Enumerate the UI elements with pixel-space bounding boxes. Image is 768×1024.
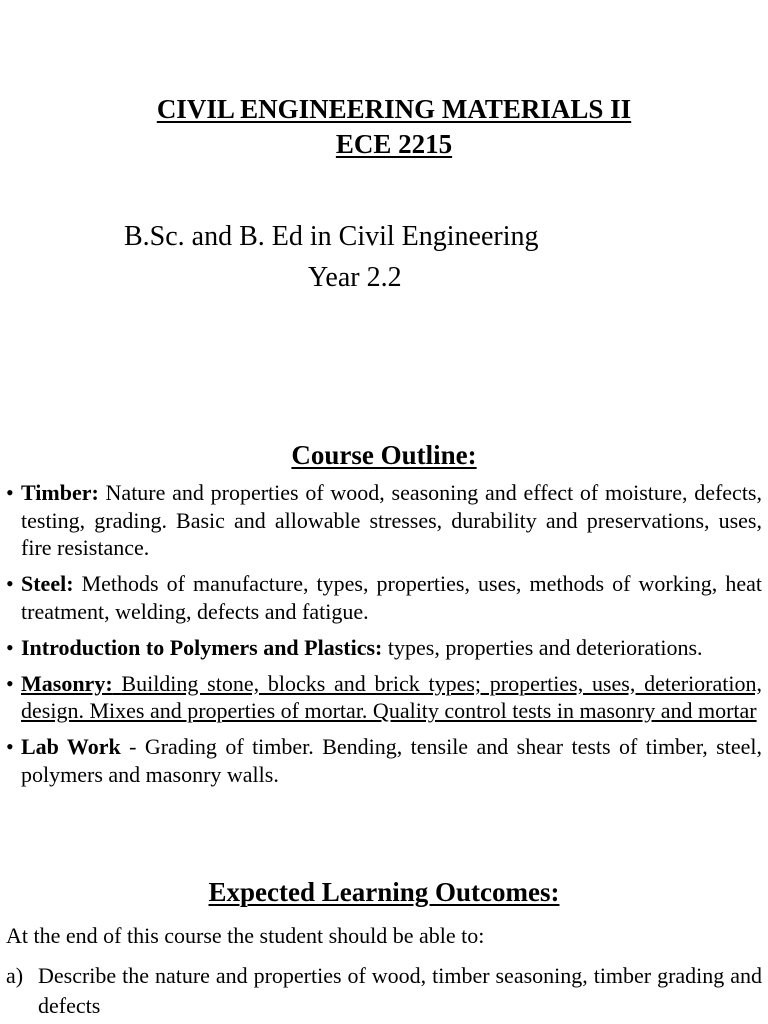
outline-item-term: Timber: xyxy=(21,480,99,505)
outline-item-timber xyxy=(6,479,762,562)
learning-outcomes-heading: Expected Learning Outcomes: xyxy=(208,877,560,907)
bullet-icon: • xyxy=(6,670,14,696)
bullet-icon: • xyxy=(6,634,14,660)
outcome-text: Describe the nature and properties of wood, timber seasoning, timber grading and defects xyxy=(38,963,762,1018)
outcome-marker: a) xyxy=(6,963,24,988)
outline-item-separator xyxy=(74,571,82,596)
program-name: B.Sc. and B. Ed in Civil Engineering xyxy=(124,221,539,252)
learning-outcomes-intro: At the end of this course the student should be able to: xyxy=(6,923,485,948)
bullet-icon: • xyxy=(6,480,14,505)
course-code: ECE 2215 xyxy=(335,129,453,159)
outline-item-term: Masonry: xyxy=(21,670,113,696)
outline-item-polymers xyxy=(6,634,762,662)
course-title: CIVIL ENGINEERING MATERIALS II xyxy=(156,94,632,124)
outline-item-text: types, properties and deteriorations. xyxy=(387,634,703,660)
outline-item-separator: - xyxy=(120,734,145,759)
bullet-icon: • xyxy=(6,734,14,759)
outline-item-text: Nature and properties of wood, seasoning and effect of moisture, defects, testing, grading. Basic and allowable stresses, durability and preservations, uses, fire resistance. xyxy=(21,480,762,560)
outline-item-lab-work xyxy=(6,733,762,788)
outline-item-term: Steel: xyxy=(21,571,74,596)
outline-item-text: Methods of manufacture, types, properties, uses, methods of working, heat treatment, welding, defects and fatigue. xyxy=(21,571,763,624)
outline-item-text: Building stone, blocks and brick types; properties, uses, deterioration, design. Mixes and properties of mortar. Quality control tests in masonry and mortar xyxy=(21,670,762,723)
outline-item-separator xyxy=(99,480,106,505)
course-outline-heading: Course Outline: xyxy=(291,440,477,470)
outline-item-term: Introduction to Polymers and Plastics: xyxy=(21,634,383,660)
course-outline-list xyxy=(6,479,762,797)
outline-item-steel xyxy=(6,570,762,625)
outcome-item xyxy=(6,961,762,1021)
outline-item-masonry xyxy=(6,670,762,725)
outline-item-term: Lab Work xyxy=(21,734,121,759)
bullet-icon: • xyxy=(6,571,14,596)
outline-item-text: Grading of timber. Bending, tensile and shear tests of timber, steel, polymers and masonry walls. xyxy=(21,734,762,787)
year-of-study: Year 2.2 xyxy=(308,262,402,293)
